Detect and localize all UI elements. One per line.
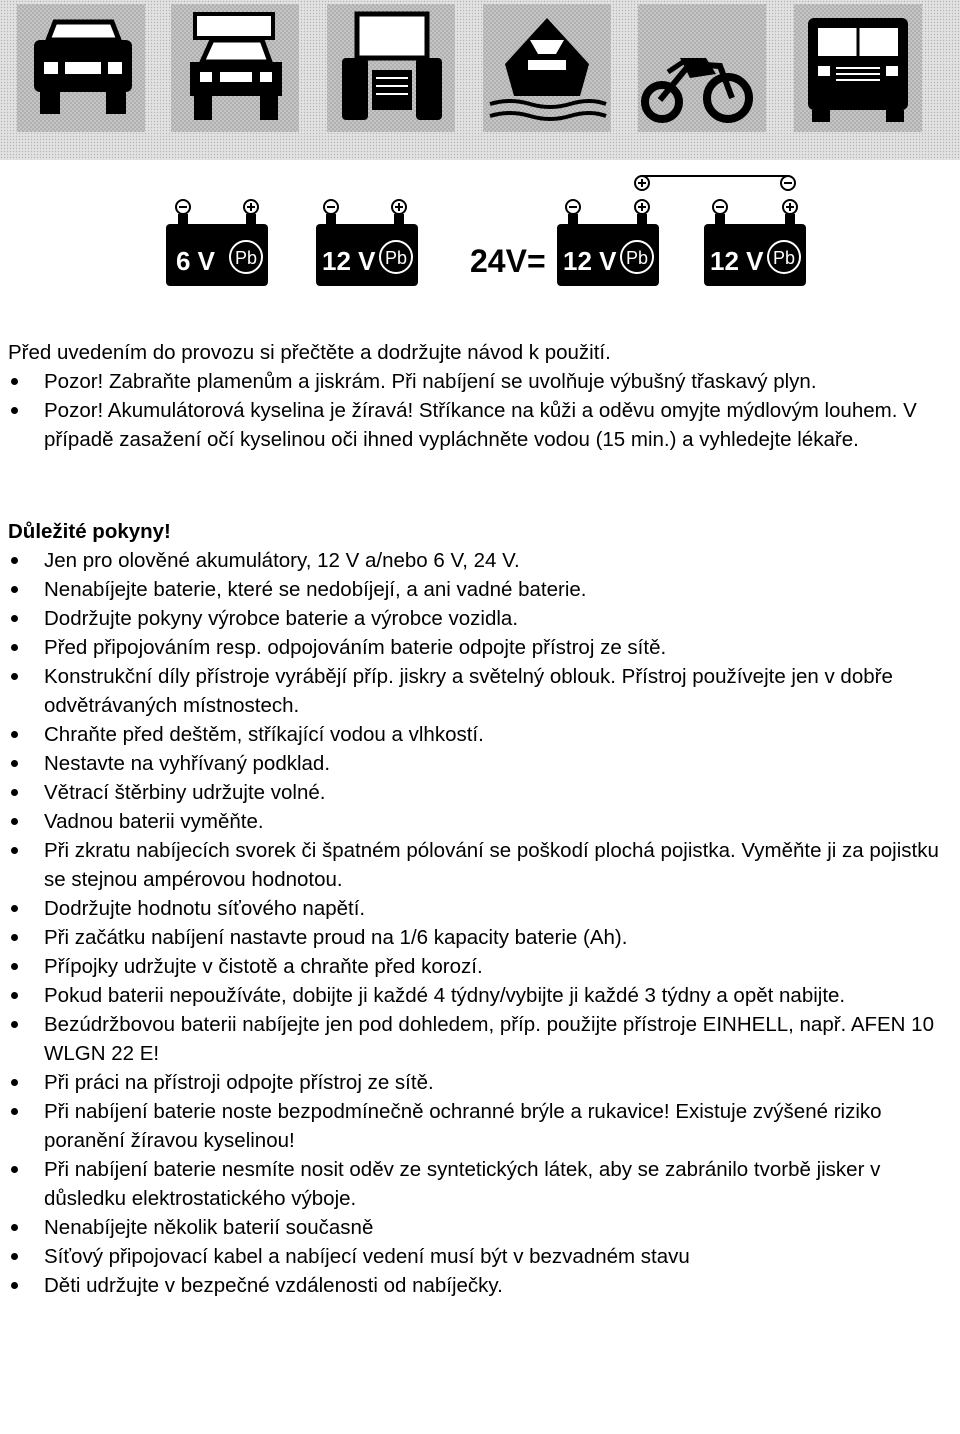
svg-text:Pb: Pb	[384, 248, 408, 268]
list-item	[8, 604, 948, 633]
list-item	[8, 1271, 948, 1300]
list-item	[8, 1097, 948, 1155]
list-item-text: Síťový připojovací kabel a nabíjecí vedení musí být v bezvadném stavu	[44, 1245, 690, 1268]
bullet-icon	[11, 1021, 18, 1028]
bullet-icon	[11, 644, 18, 651]
list-item-text: Pozor! Zabraňte plamenům a jiskrám. Při nabíjení se uvolňuje výbušný třaskavý plyn.	[44, 370, 817, 393]
list-item-text: Nenabíjejte baterie, které se nedobíjejí, a ani vadné baterie.	[44, 578, 587, 601]
list-item-text: Při nabíjení baterie nesmíte nosit oděv ze syntetických látek, aby se zabránilo tvorbě jisker v důsledku elektrostatického výboje.	[44, 1158, 881, 1210]
warning-list	[8, 367, 948, 454]
svg-text:12 V: 12 V	[710, 246, 764, 276]
bullet-icon	[11, 1282, 18, 1289]
list-item	[8, 633, 948, 662]
important-heading: Důležité pokyny!	[8, 520, 171, 543]
bullet-icon	[11, 992, 18, 999]
list-item	[8, 981, 948, 1010]
list-item-text: Větrací štěrbiny udržujte volné.	[44, 781, 326, 804]
list-item	[8, 367, 948, 396]
bullet-icon	[11, 673, 18, 680]
bullet-icon	[11, 760, 18, 767]
list-item	[8, 546, 948, 575]
list-item-text: Pokud baterii nepoužíváte, dobijte ji každé 4 týdny/vybijte ji každé 3 týdny a opět nabijte.	[44, 984, 846, 1007]
list-item-text: Před připojováním resp. odpojováním baterie odpojte přístroj ze sítě.	[44, 636, 667, 659]
list-item-text: Nenabíjejte několik baterií současně	[44, 1216, 374, 1239]
list-item	[8, 662, 948, 720]
list-item-text: Dodržujte hodnotu síťového napětí.	[44, 897, 366, 920]
bullet-icon	[11, 1224, 18, 1231]
list-item	[8, 778, 948, 807]
list-item-text: Vadnou baterii vyměňte.	[44, 810, 264, 833]
van-icon	[794, 4, 922, 132]
vehicle-battery-figure	[0, 0, 960, 320]
bullet-icon	[11, 615, 18, 622]
list-item	[8, 1242, 948, 1271]
svg-text:Pb: Pb	[234, 248, 258, 268]
svg-text:12 V: 12 V	[322, 246, 376, 276]
bullet-icon	[11, 905, 18, 912]
list-item	[8, 836, 948, 894]
list-item-text: Přípojky udržujte v čistotě a chraňte před korozí.	[44, 955, 483, 978]
list-item-text: Při práci na přístroji odpojte přístroj ze sítě.	[44, 1071, 434, 1094]
svg-text:12 V: 12 V	[563, 246, 617, 276]
list-item-text: Chraňte před deštěm, stříkající vodou a vlhkostí.	[44, 723, 484, 746]
list-item-text: Děti udržujte v bezpečné vzdálenosti od nabíječky.	[44, 1274, 503, 1297]
list-item-text: Pozor! Akumulátorová kyselina je žíravá! Stříkance na kůži a oděvu omyjte mýdlovým louhem. V případě zasažení očí kyselinou oči ihned vypláchněte vodou (15 min.) a vyhledejte lékaře.	[44, 399, 917, 451]
list-item	[8, 1155, 948, 1213]
bullet-icon	[11, 378, 18, 385]
series-voltage-label: 24V=	[470, 243, 546, 279]
bullet-icon	[11, 731, 18, 738]
list-item	[8, 720, 948, 749]
list-item-text: Konstrukční díly přístroje vyrábějí příp. jiskry a světelný oblouk. Přístroj používejte jen v dobře odvětrávaných místnostech.	[44, 665, 893, 717]
boat-icon	[483, 4, 611, 132]
bullet-icon	[11, 789, 18, 796]
bullet-icon	[11, 407, 18, 414]
car-icon	[17, 4, 145, 132]
list-item-text: Při nabíjení baterie noste bezpodmínečně ochranné brýle a rukavice! Existuje zvýšené riziko poranění žíravou kyselinou!	[44, 1100, 882, 1152]
bullet-icon	[11, 818, 18, 825]
bullet-icon	[11, 963, 18, 970]
truck-icon	[171, 4, 299, 132]
list-item-text: Bezúdržbovou baterii nabíjejte jen pod dohledem, příp. použijte přístroje EINHELL, např. AFEN 10 WLGN 22 E!	[44, 1013, 934, 1065]
bullet-icon	[11, 1166, 18, 1173]
motorcycle-icon	[638, 4, 766, 132]
list-item	[8, 952, 948, 981]
bullet-icon	[11, 1108, 18, 1115]
svg-text:6 V: 6 V	[176, 246, 216, 276]
important-list	[8, 546, 948, 1300]
list-item-text: Při začátku nabíjení nastavte proud na 1/6 kapacity baterie (Ah).	[44, 926, 628, 949]
list-item	[8, 807, 948, 836]
svg-text:Pb: Pb	[625, 248, 649, 268]
bullet-icon	[11, 934, 18, 941]
bullet-icon	[11, 586, 18, 593]
list-item-text: Při zkratu nabíjecích svorek či špatném pólování se poškodí plochá pojistka. Vyměňte ji za pojistku se stejnou ampérovou hodnotou.	[44, 839, 939, 891]
bullet-icon	[11, 1079, 18, 1086]
safety-instructions	[8, 338, 948, 1300]
list-item	[8, 923, 948, 952]
list-item	[8, 396, 948, 454]
tractor-icon	[327, 4, 455, 132]
list-item-text: Dodržujte pokyny výrobce baterie a výrobce vozidla.	[44, 607, 519, 630]
list-item-text: Jen pro olověné akumulátory, 12 V a/nebo 6 V, 24 V.	[44, 549, 520, 572]
intro-text: Před uvedením do provozu si přečtěte a dodržujte návod k použití.	[8, 341, 611, 364]
list-item	[8, 1213, 948, 1242]
list-item	[8, 894, 948, 923]
bullet-icon	[11, 847, 18, 854]
list-item	[8, 1068, 948, 1097]
bullet-icon	[11, 1253, 18, 1260]
list-item	[8, 575, 948, 604]
list-item	[8, 749, 948, 778]
list-item-text: Nestavte na vyhřívaný podklad.	[44, 752, 331, 775]
svg-text:Pb: Pb	[772, 248, 796, 268]
bullet-icon	[11, 557, 18, 564]
list-item	[8, 1010, 948, 1068]
